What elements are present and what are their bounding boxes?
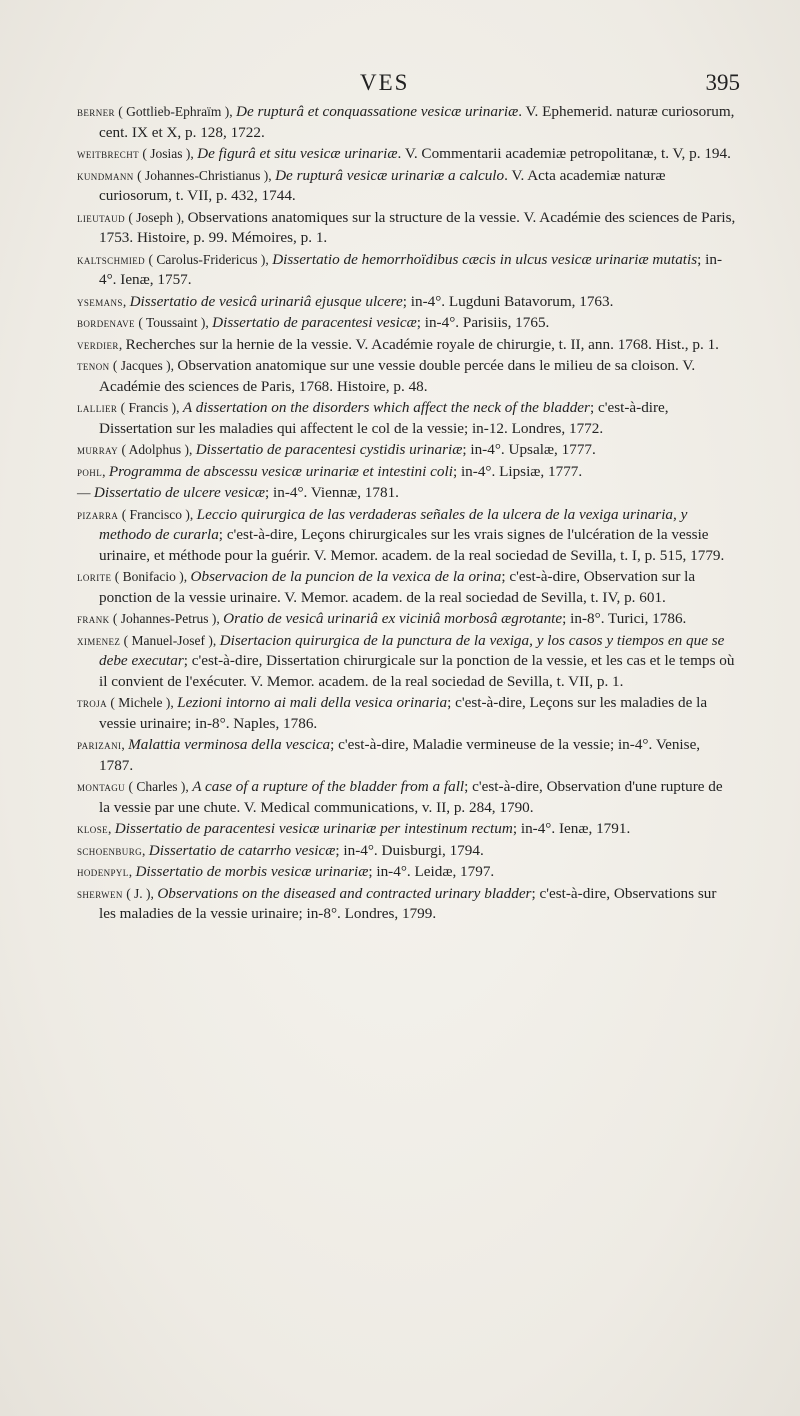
entry-publication: Observation anatomique sur une vessie double percée dans le milieu de sa cloison. V. Académie des sciences de Paris, 1768. Histoire, p. 48. [99,357,696,395]
bibliography-entry [77,462,737,483]
bibliography-entry [77,567,737,608]
entry-details: ( Adolphus ), [118,442,196,457]
entry-publication: ; c'est-à-dire, Leçons sur les maladies de la vessie urinaire; in-8°. Naples, 1786. [99,694,708,732]
entry-publication: ; in-4°. Parisiis, 1765. [416,314,550,331]
entry-author: pizarra [77,507,119,522]
entry-author: weitbrecht [77,147,139,161]
entry-author: murray [77,443,119,457]
entry-author: schoenburg [77,843,143,858]
entry-title: De figurâ et situ vesicæ urinariæ [197,145,398,162]
running-head: VES [360,70,410,95]
entry-author: troja [77,696,108,710]
entry-author: sherwen [77,886,123,901]
entry-author: tenon [77,359,110,373]
entry-details: ( Johannes-Christianus ), [133,167,276,183]
entry-publication: Observations anatomiques sur la structure de la vessie. V. Académie des sciences de Paris, 1753. Histoire, p. 99. Mémoires, p. 1. [99,208,736,246]
bibliography-entry [77,841,737,862]
entry-publication: ; c'est-à-dire, Maladie vermineuse de la vessie; in-4°. Venise, 1787. [99,736,701,774]
entry-title: A case of a rupture of the bladder from a fall [192,778,465,795]
entry-details: ( Josias ), [139,146,198,161]
entry-details: ( Toussaint ), [134,315,213,330]
bibliography-entry [77,735,737,776]
entry-details: ( Charles ), [125,779,193,794]
entry-title: Dissertatio de ulcere vesicæ [93,484,265,501]
entry-title: Dissertatio de paracentesi vesicæ urinariæ per intestinum rectum [114,820,513,837]
entry-author: montagu [77,780,126,794]
bibliography-entry [77,208,737,249]
entry-publication: ; in-4°. Lipsiæ, 1777. [452,462,583,480]
bibliography-entry [77,819,737,840]
bibliography-entry [77,335,737,356]
bibliography-entry [77,250,737,291]
entry-details: ( Manuel-Josef ), [120,632,220,648]
entry-author: klose [77,822,108,836]
entry-title: Lezioni intorno ai mali della vesica orinaria [177,694,448,711]
entry-title: Dissertatio de paracentesi vesicæ [212,314,417,331]
bibliography-entry [77,398,737,439]
entry-title: Observacion de la puncion de la vexica de la orina [190,568,502,585]
entry-author: pohl [77,464,103,479]
entry-publication: ; in-4°. Ienæ, 1757. [99,250,723,288]
entry-title: Dissertatio de vesicâ urinariâ ejusque ulcere [129,292,403,310]
entry-title: Leccio quirurgica de las verdaderas señales de la ulcera de la vexiga urinaria, y methodo de curarla [99,505,688,543]
entry-title: Dissertatio de catarrho vesicæ [148,841,336,859]
entry-publication: ; in-4°. Upsalæ, 1777. [462,441,596,458]
bibliography-entry [77,102,737,143]
entry-title: Dissertatio de hemorrhoïdibus cæcis in ulcus vesicæ urinariæ mutatis [272,250,698,268]
bibliography-entry [77,166,737,207]
bibliography-entry [77,440,737,461]
entry-publication: ; in-4°. Viennæ, 1781. [264,484,399,501]
entry-title: Disertacion quirurgica de la punctura de la vexiga, y los casos y tiempos en que se debe executar [99,631,725,669]
entry-publication: ; in-4°. Duisburgi, 1794. [335,841,484,859]
entry-details: ( Francisco ), [118,506,197,522]
entry-publication: ; c'est-à-dire, Observation sur la ponction de la vessie urinaire. V. Memor. academ. de la real sociedad de Sevilla, t. IV, p. 601. [99,568,696,606]
entry-details: ( J. ), [122,885,158,901]
entry-details: ( Gottlieb-Ephraïm ), [114,104,236,119]
bibliography-list [77,102,737,926]
entry-details: , [142,842,149,858]
entry-title: Programma de abscessu vesicæ urinariæ et intestini coli [108,462,453,480]
entry-publication: ; in-4°. Leidæ, 1797. [368,863,495,880]
entry-author: kundmann [77,168,134,183]
entry-details: ( Bonifacio ), [111,569,191,584]
entry-author: ysemans [77,294,123,309]
entry-author: lieutaud [77,210,125,225]
entry-title: Dissertatio de paracentesi cystidis urinariæ [195,441,463,458]
entry-details: ( Jacques ), [109,358,178,373]
bibliography-entry [77,356,737,397]
bibliography-entry [77,313,737,334]
entry-details: ( Francis ), [117,400,183,415]
entry-title: Dissertatio de morbis vesicæ urinariæ [135,863,369,880]
bibliography-entry [77,631,737,693]
bibliography-entry [77,292,737,313]
page-header [0,70,800,100]
entry-publication: ; c'est-à-dire, Dissertation chirurgicale sur la ponction de la vessie, et les cas et le temps où il convient de l'exécuter. V. Memor. academ. de la real sociedad de Sevilla, t. VII, p. 1. [99,652,735,690]
entry-publication: ; c'est-à-dire, Observation d'une rupture de la vessie par une chute. V. Medical communications, v. II, p. 284, 1790. [99,778,723,816]
entry-details: , [121,737,129,752]
entry-details: ( Carolus-Fridericus ), [145,251,273,267]
page-number: 395 [705,70,740,95]
entry-author: parizani [77,738,122,752]
bibliography-entry [77,609,737,630]
entry-details: — [77,485,94,500]
entry-publication: . V. Ephemerid. naturæ curiosorum, cent. IX et X, p. 128, 1722. [99,103,735,141]
entry-author: bordenave [77,316,135,330]
entry-author: lallier [77,401,118,415]
bibliography-entry [77,144,737,165]
entry-details: ( Joseph ), [124,209,188,225]
entry-publication: ; c'est-à-dire, Leçons chirurgicales sur les vrais signes de l'ulcération de la vessie urinaire, et méthode pour la guérir. V. Memor. academ. de la real sociedad de Sevilla, t. I, p. 515, 1779. [99,526,725,564]
entry-author: kaltschmied [77,252,146,267]
bibliography-entry [77,862,737,883]
entry-publication: . V. Acta academiæ naturæ curiosorum, t. VII, p. 432, 1744. [99,166,666,204]
entry-title: Observations on the diseased and contracted urinary bladder [157,884,532,902]
bibliography-entry [77,693,737,734]
entry-details: ( Johannes-Petrus ), [109,611,224,626]
entry-author: frank [77,612,110,626]
entry-publication: ; in-4°. Ienæ, 1791. [512,820,631,837]
entry-details: , [118,336,126,352]
entry-title: Oratio de vesicâ urinariâ ex viciniâ morbosâ ægrotante [223,610,563,627]
bibliography-entry [77,884,737,925]
entry-publication: ; in-4°. Lugduni Batavorum, 1763. [402,292,614,310]
entry-publication: ; c'est-à-dire, Dissertation sur les maladies qui affectent le col de la vessie; in-12. Londres, 1772. [99,399,669,437]
entry-details: , [128,864,136,879]
entry-author: hodenpyl [77,865,129,879]
entry-publication: ; c'est-à-dire, Observations sur les maladies de la vessie urinaire; in-8°. Londres, 1799. [99,884,717,922]
entry-details: ( Michele ), [107,695,178,710]
entry-title: De rupturâ vesicæ urinariæ a calculo [275,166,505,184]
bibliography-entry [77,777,737,818]
bibliography-entry [77,505,737,567]
entry-title: Malattia verminosa della vescica [128,736,331,753]
entry-details: , [102,463,109,479]
entry-details: , [122,293,130,309]
entry-publication: Recherches sur la hernie de la vessie. V. Académie royale de chirurgie, t. II, ann. 1768. Hist., p. 1. [125,335,719,353]
entry-title: A dissertation on the disorders which affect the neck of the bladder [182,399,590,416]
bibliography-entry [77,483,737,504]
entry-publication: . V. Commentarii academiæ petropolitanæ, t. V, p. 194. [397,145,731,162]
entry-title: De rupturâ et conquassatione vesicæ urinariæ [236,103,519,120]
entry-author: verdier [77,337,119,352]
entry-author: berner [77,105,115,119]
entry-publication: ; in-8°. Turici, 1786. [562,610,687,627]
entry-author: ximenez [77,633,121,648]
entry-details: , [108,821,115,836]
entry-author: lorite [77,570,112,584]
